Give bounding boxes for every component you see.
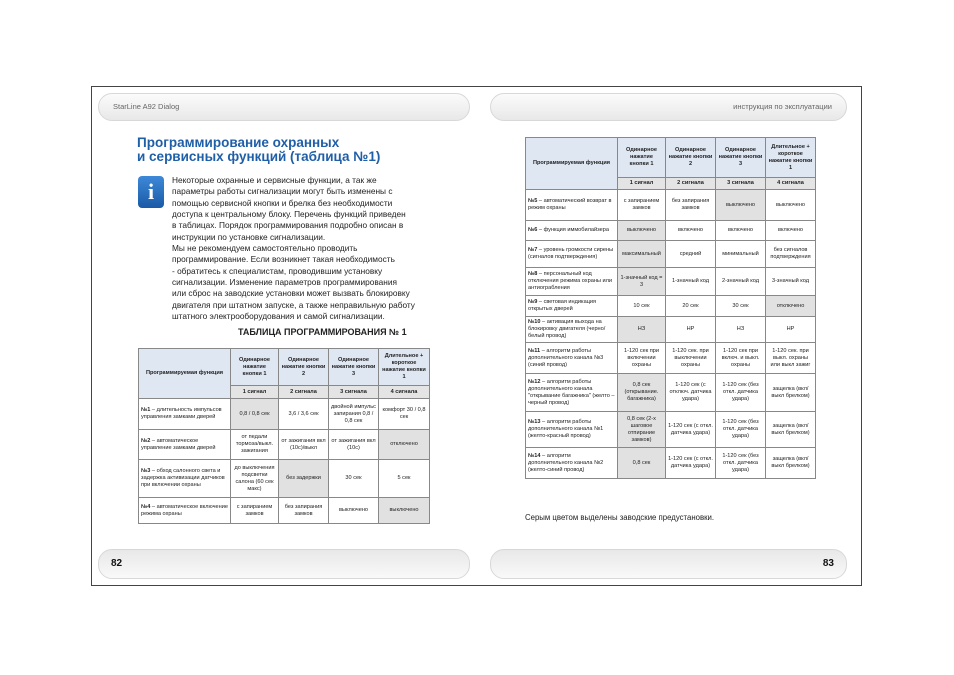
function-number: №1 [141,407,151,413]
value-cell: 30 сек [716,296,766,317]
value-cell: 20 сек [666,296,716,317]
value-cell: выключено [618,221,666,241]
value-cell: 1-значный код = 3 [618,268,666,296]
value-cell: 1-120 сек (без откл. датчика удара) [716,412,766,448]
value-cell: 1-120 сек (без откл. датчика удара) [716,448,766,479]
value-cell: отключено [766,296,816,317]
programming-table-1-continued [525,137,816,479]
page-83 [476,87,861,585]
function-number: №6 [528,227,538,233]
value-cell: 1-120 сек (с отключ. датчика удара) [666,374,716,412]
value-cell: выключено [716,190,766,221]
value-cell: без сигналов подтверждения [766,241,816,268]
table-row [526,412,816,448]
header-function: Программируемая функция [526,138,618,190]
title-line-2: и сервисных функций (таблица №1) [137,149,381,164]
value-cell: комфорт 30 / 0,8 сек [379,399,430,430]
value-cell: 0,8 / 0,8 сек [231,399,279,430]
value-cell: включено [716,221,766,241]
page-number: 82 [111,558,123,569]
value-cell: выключено [766,190,816,221]
signal-label: 4 сигнала [766,178,816,190]
function-description: – автоматический возврат в режим охраны [528,198,612,211]
function-cell [526,412,618,448]
signal-label: 3 сигнала [329,386,379,399]
page-header-right: инструкция по эксплуатации [490,93,847,121]
function-cell [526,374,618,412]
value-cell: 1-значный код [666,268,716,296]
function-description: – обход салонного света и задержка активизации датчиков при включении охраны [141,468,225,488]
function-description: – функция иммобилайзера [537,227,609,233]
intro-text [172,175,432,322]
factory-default-note: Серым цветом выделены заводские предустановки. [525,513,715,522]
value-cell: 5 сек [379,460,430,498]
value-cell: защелка (вкл/выкл брелком) [766,374,816,412]
table-row [526,448,816,479]
value-cell: 1-120 сек (с откл. датчика удара) [666,448,716,479]
function-description: – автоматическое управление замками дверей [141,437,216,451]
value-cell: защелка (вкл/выкл брелком) [766,448,816,479]
value-cell: включено [766,221,816,241]
function-description: – персональный код отключения режима охраны или антиограбления [528,271,612,291]
value-cell: 0,8 сек (2-х шаговое отпирание замков) [618,412,666,448]
header-column-1: Одинарное нажатие кнопки 1 [231,349,279,386]
function-description: – длительность импульсов управления замками дверей [141,407,222,420]
info-icon: i [138,176,164,208]
table-row [139,460,430,498]
page-header-left: StarLine A92 Dialog [98,93,470,121]
intro-line: двигателя при штатном запуске, а также неправильную работу [172,299,415,310]
function-number: №7 [528,247,538,253]
value-cell: выключено [329,498,379,524]
function-cell [139,430,231,460]
value-cell: без запирания замков [279,498,329,524]
value-cell: 1-120 сек (без откл. датчика удара) [716,374,766,412]
value-cell: НР [666,317,716,343]
header-column-4: Длительное + короткое нажатие кнопки 1 [379,349,430,386]
table-header-row [139,349,430,386]
book-spread [91,86,862,586]
value-cell: с запиранием замков [618,190,666,221]
function-description: – уровень громкости сирены (сигналов подтверждения) [528,247,614,260]
intro-line: штатного электрооборудования и самой сигнализации. [172,311,385,322]
section-title [137,136,380,164]
table-row [526,343,816,374]
value-cell: 10 сек [618,296,666,317]
value-cell: минимальный [716,241,766,268]
value-cell: НР [766,317,816,343]
header-column-3: Одинарное нажатие кнопки 3 [716,138,766,178]
function-number: №2 [141,437,151,444]
value-cell: 1-120 сек при включ. и выкл. охраны [716,343,766,374]
signal-label: 2 сигнала [279,386,329,399]
value-cell: 1-120 сек. при выключении охраны [666,343,716,374]
table-row [526,190,816,221]
table-row [526,268,816,296]
intro-line: параметры работы сигнализации могут быть изменены с [172,186,393,197]
function-number: №8 [528,271,538,277]
function-number: №10 [528,319,541,325]
value-cell: максимальный [618,241,666,268]
page-footer-left [98,549,470,579]
value-cell: включено [666,221,716,241]
header-column-2: Одинарное нажатие кнопки 2 [279,349,329,386]
header-function: Программируемая функция [139,349,231,399]
table-row [526,317,816,343]
table-row [526,241,816,268]
function-number: №9 [528,299,538,305]
page-footer-right [490,549,847,579]
value-cell: 1-120 сек (с откл. датчика удара) [666,412,716,448]
function-cell [139,498,231,524]
intro-line: Мы не рекомендуем самостоятельно проводить [172,243,358,254]
function-number: №5 [528,198,538,204]
value-cell: 3,6 / 3,6 сек [279,399,329,430]
table-row [526,296,816,317]
header-column-2: Одинарное нажатие кнопки 2 [666,138,716,178]
signal-label: 1 сигнал [231,386,279,399]
table-row [139,399,430,430]
function-description: – алгоритм работы дополнительного канала №1 (желто-красный провод) [528,419,604,439]
table-row [526,374,816,412]
value-cell: до выключения подсветки салона (60 сек макс) [231,460,279,498]
table-row [139,430,430,460]
value-cell: 0,8 сек [618,448,666,479]
value-cell: без запирания замков [666,190,716,221]
intro-line: или сброс на заводские установки может вызвать блокировку [172,288,410,299]
header-column-3: Одинарное нажатие кнопки 3 [329,349,379,386]
function-number: №14 [528,452,541,459]
signal-label: 4 сигнала [379,386,430,399]
value-cell: с запиранием замков [231,498,279,524]
function-cell [526,317,618,343]
value-cell: двойной импульс запирания 0,8 / 0,8 сек [329,399,379,430]
value-cell: НЗ [716,317,766,343]
function-number: №12 [528,378,541,385]
header-column-1: Одинарное нажатие кнопки 1 [618,138,666,178]
function-description: – автоматическое включение режима охраны [141,503,228,517]
intro-line: сигнализации. Изменение параметров программирования [172,277,397,288]
table-row [139,498,430,524]
value-cell: без задержки [279,460,329,498]
function-description: – активация выхода на блокировку двигателя (черно/белый провод) [528,319,606,339]
table-row [526,221,816,241]
intro-line: помощью сервисной кнопки и брелка без необходимости [172,197,393,208]
intro-line: доступа к центральному блоку. Перечень функций приведен [172,209,406,220]
value-cell: от зажигания вкл (10с) [329,430,379,460]
page-number: 83 [822,558,834,569]
function-number: №11 [528,347,541,354]
intro-line: программирование. Если возникнет такая необходимость [172,254,395,265]
signal-label: 1 сигнал [618,178,666,190]
value-cell: 1-120 сек. при выкл. охраны или выкл зажиг [766,343,816,374]
value-cell: выключено [379,498,430,524]
function-description: – алгоритм дополнительного канала №2 (желто-синий провод) [528,452,604,473]
function-cell [139,460,231,498]
intro-line: Некоторые охранные и сервисные функции, а так же [172,175,377,185]
function-cell [526,221,618,241]
value-cell: защелка (вкл/выкл брелком) [766,412,816,448]
signal-label: 2 сигнала [666,178,716,190]
function-cell [139,399,231,430]
function-number: №4 [141,503,151,510]
value-cell: от зажигания вкл (10с)/выкл [279,430,329,460]
title-line-1: Программирование охранных [137,135,340,150]
function-description: – световая индикация открытых дверей [528,299,597,312]
value-cell: 0,8 сек (открывание. багажника) [618,374,666,412]
value-cell: НЗ [618,317,666,343]
function-cell [526,241,618,268]
function-description: – алгоритм работы дополнительного канала "открывание багажника" (желто – черный провод) [528,378,615,406]
table-header-row [526,138,816,178]
intro-line: в таблицах. Порядок программирования подробно описан в [172,220,404,231]
function-number: №13 [528,419,541,425]
table-caption: ТАБЛИЦА ПРОГРАММИРОВАНИЯ № 1 [238,327,407,337]
function-cell [526,296,618,317]
value-cell: 1-120 сек при включении охраны [618,343,666,374]
function-cell [526,343,618,374]
value-cell: 3-значный код [766,268,816,296]
value-cell: от педали тормоза/выкл. зажигания [231,430,279,460]
intro-line: - обратитесь к специалистам, проводившим установку [172,265,383,276]
value-cell: 30 сек [329,460,379,498]
function-cell [526,190,618,221]
value-cell: отключено [379,430,430,460]
intro-line: инструкции по установке сигнализации. [172,231,326,242]
programming-table-1 [138,348,430,524]
page-82 [92,87,476,585]
function-description: – алгоритм работы дополнительного канала №3 (синий провод) [528,347,604,368]
value-cell: 2-значный код [716,268,766,296]
value-cell: средний [666,241,716,268]
function-cell [526,448,618,479]
signal-label: 3 сигнала [716,178,766,190]
function-cell [526,268,618,296]
function-number: №3 [141,468,151,474]
header-column-4: Длительное + короткое нажатие кнопки 1 [766,138,816,178]
